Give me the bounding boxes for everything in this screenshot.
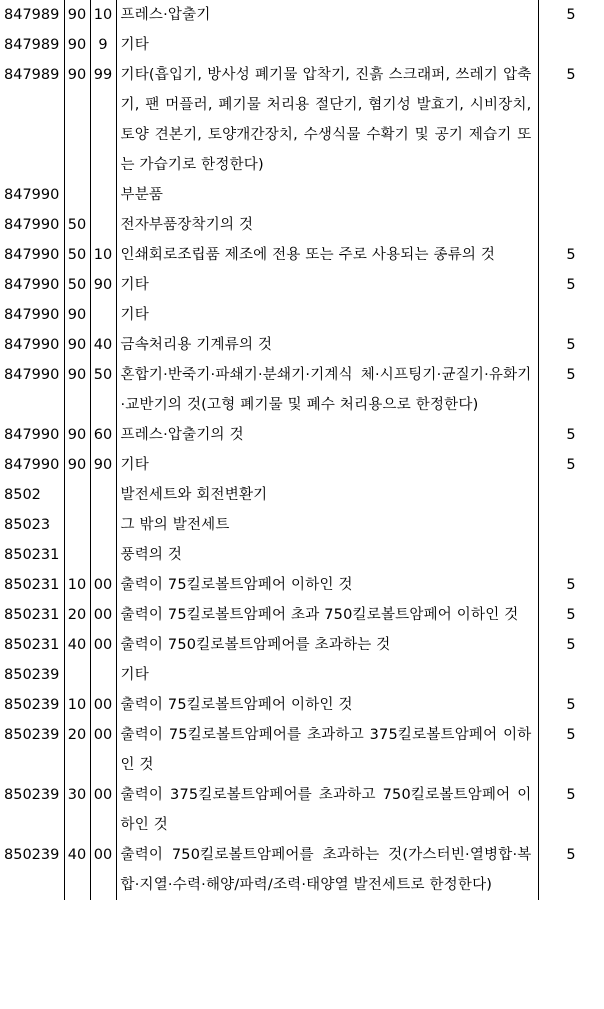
hs-code-cell: 847990 (0, 300, 64, 330)
rate-cell: 5 (538, 360, 604, 420)
rate-cell: 5 (538, 600, 604, 630)
description-cell: 출력이 375킬로볼트암페어를 초과하고 750킬로볼트암페어 이하인 것 (116, 780, 538, 840)
subcode-2-cell (90, 300, 116, 330)
rate-cell: 5 (538, 0, 604, 30)
table-row (0, 840, 604, 900)
subcode-1-cell: 90 (64, 0, 90, 30)
hs-code-cell: 850239 (0, 780, 64, 840)
rate-cell: 5 (538, 840, 604, 900)
subcode-1-cell: 50 (64, 270, 90, 300)
hs-code-cell: 847989 (0, 30, 64, 60)
hs-code-cell: 850239 (0, 690, 64, 720)
rate-cell: 5 (538, 270, 604, 300)
rate-cell (538, 210, 604, 240)
subcode-1-cell: 90 (64, 330, 90, 360)
description-cell: 출력이 750킬로볼트암페어를 초과하는 것(가스터빈·열병합·복합·지열·수력·해양/파력/조력·태양열 발전세트로 한정한다) (116, 840, 538, 900)
subcode-1-cell: 90 (64, 420, 90, 450)
table-row (0, 540, 604, 570)
description-cell: 전자부품장착기의 것 (116, 210, 538, 240)
description-cell: 혼합기·반죽기·파쇄기·분쇄기·기계식 체·시프팅기·균질기·유화기·교반기의 것(고형 폐기물 및 폐수 처리용으로 한정한다) (116, 360, 538, 420)
description-cell: 출력이 750킬로볼트암페어를 초과하는 것 (116, 630, 538, 660)
description-cell: 출력이 75킬로볼트암페어 이하인 것 (116, 690, 538, 720)
subcode-2-cell (90, 540, 116, 570)
hs-code-cell: 847990 (0, 270, 64, 300)
subcode-1-cell: 40 (64, 840, 90, 900)
hs-code-cell: 847990 (0, 420, 64, 450)
subcode-1-cell: 30 (64, 780, 90, 840)
description-cell: 인쇄회로조립품 제조에 전용 또는 주로 사용되는 종류의 것 (116, 240, 538, 270)
description-cell: 부분품 (116, 180, 538, 210)
description-cell: 기타(흡입기, 방사성 폐기물 압착기, 진흙 스크래퍼, 쓰레기 압축기, 팬 머플러, 폐기물 처리용 절단기, 혐기성 발효기, 시비장치, 토양 견본기, 토양개간장치, 수생식물 수확기 및 공기 제습기 또는 가습기로 한정한다) (116, 60, 538, 180)
table-row (0, 60, 604, 180)
subcode-2-cell: 00 (90, 690, 116, 720)
description-cell: 풍력의 것 (116, 540, 538, 570)
hs-code-cell: 850239 (0, 840, 64, 900)
hs-code-cell: 847990 (0, 360, 64, 420)
rate-cell: 5 (538, 720, 604, 780)
subcode-1-cell: 20 (64, 600, 90, 630)
rate-cell (538, 300, 604, 330)
table-row (0, 480, 604, 510)
subcode-2-cell (90, 510, 116, 540)
hs-code-cell: 850231 (0, 630, 64, 660)
description-cell: 발전세트와 회전변환기 (116, 480, 538, 510)
description-cell: 프레스·압출기 (116, 0, 538, 30)
subcode-2-cell: 10 (90, 240, 116, 270)
subcode-1-cell: 90 (64, 300, 90, 330)
hs-code-cell: 8502 (0, 480, 64, 510)
description-cell: 그 밖의 발전세트 (116, 510, 538, 540)
description-cell: 기타 (116, 450, 538, 480)
table-row (0, 570, 604, 600)
hs-code-cell: 847990 (0, 210, 64, 240)
subcode-2-cell: 00 (90, 570, 116, 600)
subcode-1-cell: 10 (64, 690, 90, 720)
description-cell: 출력이 75킬로볼트암페어 이하인 것 (116, 570, 538, 600)
subcode-2-cell: 00 (90, 600, 116, 630)
table-row (0, 510, 604, 540)
rate-cell: 5 (538, 630, 604, 660)
hs-code-cell: 850231 (0, 540, 64, 570)
description-cell: 기타 (116, 270, 538, 300)
subcode-2-cell: 00 (90, 720, 116, 780)
subcode-2-cell: 60 (90, 420, 116, 450)
hs-code-cell: 850239 (0, 660, 64, 690)
table-row (0, 240, 604, 270)
hs-code-cell: 847989 (0, 0, 64, 30)
hs-code-cell: 850231 (0, 600, 64, 630)
subcode-2-cell: 10 (90, 0, 116, 30)
subcode-1-cell: 90 (64, 30, 90, 60)
rate-cell: 5 (538, 420, 604, 450)
hs-code-cell: 850239 (0, 720, 64, 780)
table-row (0, 270, 604, 300)
hs-code-cell: 847990 (0, 240, 64, 270)
table-row (0, 300, 604, 330)
subcode-2-cell: 00 (90, 840, 116, 900)
table-row (0, 690, 604, 720)
rate-cell: 5 (538, 570, 604, 600)
rate-cell: 5 (538, 780, 604, 840)
subcode-1-cell: 50 (64, 240, 90, 270)
subcode-1-cell (64, 540, 90, 570)
subcode-1-cell (64, 660, 90, 690)
hs-code-cell: 847990 (0, 450, 64, 480)
description-cell: 프레스·압출기의 것 (116, 420, 538, 450)
subcode-2-cell: 9 (90, 30, 116, 60)
table-row (0, 600, 604, 630)
hs-code-cell: 847989 (0, 60, 64, 180)
subcode-2-cell (90, 660, 116, 690)
description-cell: 기타 (116, 30, 538, 60)
subcode-1-cell (64, 510, 90, 540)
subcode-1-cell: 50 (64, 210, 90, 240)
subcode-1-cell (64, 480, 90, 510)
rate-cell (538, 510, 604, 540)
subcode-1-cell (64, 180, 90, 210)
table-row (0, 180, 604, 210)
subcode-2-cell: 90 (90, 450, 116, 480)
rate-cell (538, 30, 604, 60)
description-cell: 출력이 75킬로볼트암페어 초과 750킬로볼트암페어 이하인 것 (116, 600, 538, 630)
table-row (0, 780, 604, 840)
subcode-2-cell: 40 (90, 330, 116, 360)
rate-cell (538, 480, 604, 510)
subcode-1-cell: 40 (64, 630, 90, 660)
hs-code-cell: 850231 (0, 570, 64, 600)
subcode-2-cell: 50 (90, 360, 116, 420)
description-cell: 기타 (116, 300, 538, 330)
subcode-2-cell: 00 (90, 630, 116, 660)
description-cell: 금속처리용 기계류의 것 (116, 330, 538, 360)
description-cell: 출력이 75킬로볼트암페어를 초과하고 375킬로볼트암페어 이하인 것 (116, 720, 538, 780)
rate-cell: 5 (538, 240, 604, 270)
rate-cell (538, 660, 604, 690)
subcode-1-cell: 90 (64, 360, 90, 420)
rate-cell (538, 540, 604, 570)
rate-cell (538, 180, 604, 210)
subcode-2-cell (90, 210, 116, 240)
table-row (0, 210, 604, 240)
table-row (0, 660, 604, 690)
table-row (0, 630, 604, 660)
table-row (0, 720, 604, 780)
table-row (0, 420, 604, 450)
rate-cell: 5 (538, 60, 604, 180)
hs-code-cell: 847990 (0, 330, 64, 360)
rate-cell: 5 (538, 330, 604, 360)
subcode-2-cell (90, 180, 116, 210)
subcode-1-cell: 10 (64, 570, 90, 600)
rate-cell: 5 (538, 690, 604, 720)
subcode-2-cell: 90 (90, 270, 116, 300)
subcode-1-cell: 90 (64, 60, 90, 180)
rate-cell: 5 (538, 450, 604, 480)
table-row (0, 450, 604, 480)
hs-code-cell: 85023 (0, 510, 64, 540)
subcode-1-cell: 20 (64, 720, 90, 780)
table-row (0, 330, 604, 360)
table-row (0, 360, 604, 420)
hs-code-cell: 847990 (0, 180, 64, 210)
subcode-1-cell: 90 (64, 450, 90, 480)
subcode-2-cell (90, 480, 116, 510)
description-cell: 기타 (116, 660, 538, 690)
subcode-2-cell: 99 (90, 60, 116, 180)
subcode-2-cell: 00 (90, 780, 116, 840)
table-row (0, 30, 604, 60)
table-row (0, 0, 604, 30)
